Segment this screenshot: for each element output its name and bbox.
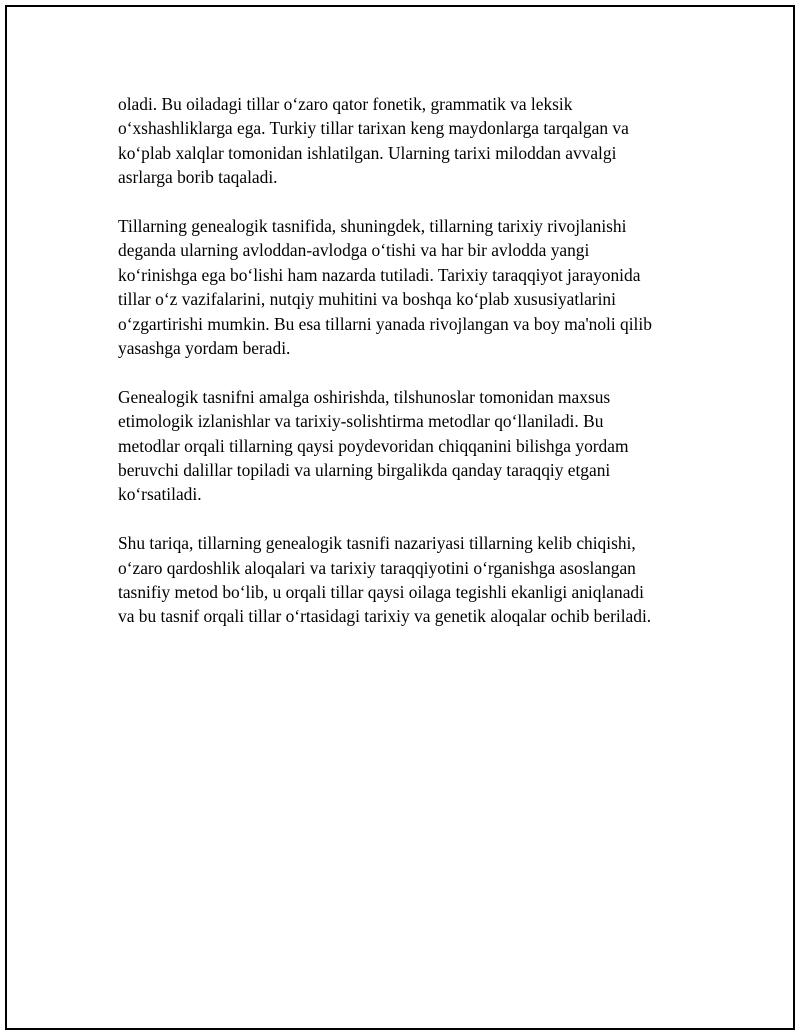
text-line: ko‘rinishga ega bo‘lishi ham nazarda tutiladi. Tarixiy taraqqiyot jarayonida: [118, 264, 641, 285]
text-line: Genealogik tasnifni amalga oshirishda, tilshunoslar tomonidan maxsus: [118, 386, 611, 407]
text-line: va bu tasnif orqali tillar o‘rtasidagi tarixiy va genetik aloqalar ochib beriladi.: [118, 606, 652, 627]
text-line: yasashga yordam beradi.: [118, 338, 291, 359]
paragraph-3: [118, 385, 708, 507]
text-line: ko‘rsatiladi.: [118, 484, 202, 505]
document-body: [118, 92, 708, 653]
text-line: tasnifiy metod bo‘lib, u orqali tillar qaysi oilaga tegishli ekanligi aniqlanadi: [118, 582, 644, 603]
text-line: o‘xshashliklarga ega. Turkiy tillar tarixan keng maydonlarga tarqalgan va: [118, 118, 629, 139]
paragraph-2: [118, 214, 708, 360]
text-line: ko‘plab xalqlar tomonidan ishlatilgan. Ularning tarixi miloddan avvalgi: [118, 142, 617, 163]
text-line: deganda ularning avloddan-avlodga o‘tishi va har bir avlodda yangi: [118, 240, 590, 261]
text-line: Tillarning genealogik tasnifida, shuningdek, tillarning tarixiy rivojlanishi: [118, 216, 627, 237]
text-line: o‘zgartirishi mumkin. Bu esa tillarni yanada rivojlangan va boy ma'noli qilib: [118, 313, 652, 334]
text-line: beruvchi dalillar topiladi va ularning birgalikda qanday taraqqiy etgani: [118, 460, 611, 481]
text-line: asrlarga borib taqaladi.: [118, 167, 278, 188]
text-line: oladi. Bu oiladagi tillar o‘zaro qator fonetik, grammatik va leksik: [118, 94, 573, 114]
text-line: o‘zaro qardoshlik aloqalari va tarixiy taraqqiyotini o‘rganishga asoslangan: [118, 557, 636, 578]
text-line: metodlar orqali tillarning qaysi poydevoridan chiqqanini bilishga yordam: [118, 435, 629, 456]
paragraph-4: [118, 531, 708, 629]
paragraph-1: [118, 92, 708, 190]
text-line: tillar o‘z vazifalarini, nutqiy muhitini va boshqa ko‘plab xususiyatlarini: [118, 289, 616, 310]
text-line: etimologik izlanishlar va tarixiy-solishtirma metodlar qo‘llaniladi. Bu: [118, 411, 604, 432]
text-line: Shu tariqa, tillarning genealogik tasnifi nazariyasi tillarning kelib chiqishi,: [118, 533, 636, 554]
